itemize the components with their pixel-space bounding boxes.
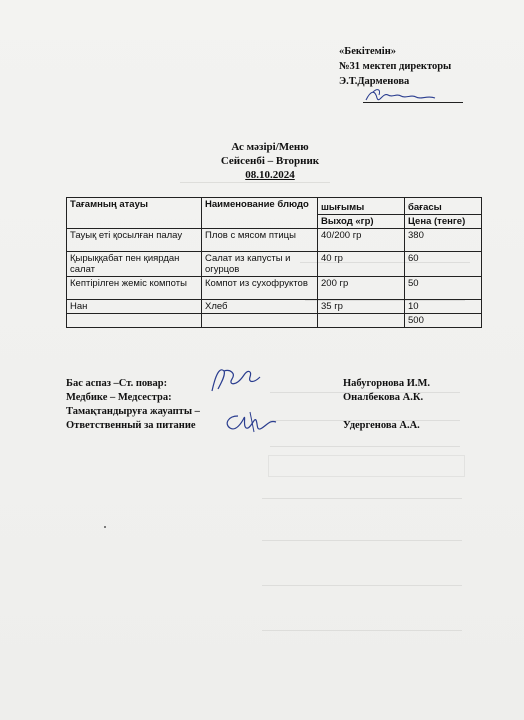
staff-role: Медбике – Медсестра:	[66, 392, 172, 403]
staff-role: Бас аспаз –Ст. повар:	[66, 378, 168, 389]
dish-price: 10	[405, 300, 482, 314]
approval-director: Э.Т.Дарменова	[339, 76, 410, 87]
approval-school: №31 мектеп директоры	[339, 61, 452, 72]
dish-name-kz: Қырыққабат пен қиярдан салат	[67, 252, 202, 277]
table-row	[67, 300, 482, 314]
bleed-through-line	[262, 498, 462, 499]
staff-block	[66, 377, 466, 433]
header-yield-ru: Выход «гр)	[318, 215, 405, 229]
dish-yield: 40/200 гр	[318, 229, 405, 252]
staff-name: Набугорнова И.М.	[343, 378, 431, 389]
bleed-through-line	[262, 630, 462, 631]
bleed-through-line	[262, 540, 462, 541]
table-total-row	[67, 314, 482, 328]
director-signature-icon	[363, 86, 443, 106]
cook-signature-icon	[206, 363, 266, 397]
dish-name-kz: Нан	[67, 300, 202, 314]
responsible-signature-icon	[220, 410, 280, 436]
speck	[104, 526, 106, 528]
header-name-ru: Наименование блюдо	[202, 198, 318, 229]
menu-table	[66, 197, 482, 328]
menu-title	[150, 140, 390, 182]
dish-name-ru: Хлеб	[202, 300, 318, 314]
total-empty-cell	[202, 314, 318, 328]
dish-name-ru: Салат из капусты и огурцов	[202, 252, 318, 277]
dish-price: 60	[405, 252, 482, 277]
dish-yield: 35 гр	[318, 300, 405, 314]
table-header-row	[67, 198, 482, 215]
dish-yield: 40 гр	[318, 252, 405, 277]
staff-role: Тамақтандыруға жауапты –	[66, 406, 200, 417]
bleed-through-line	[270, 446, 460, 447]
dish-price: 50	[405, 277, 482, 300]
approval-signature-line	[363, 102, 463, 103]
approval-block	[339, 44, 509, 89]
dish-name-kz: Кептірілген жеміс компоты	[67, 277, 202, 300]
header-name-kz: Тағамның атауы	[67, 198, 202, 229]
menu-day: Сейсенбі – Вторник	[220, 155, 320, 167]
dish-yield: 200 гр	[318, 277, 405, 300]
table-row	[67, 229, 482, 252]
staff-name: Оналбекова А.К.	[343, 392, 424, 403]
staff-row	[66, 377, 466, 391]
dish-name-ru: Плов с мясом птицы	[202, 229, 318, 252]
dish-name-kz: Тауық еті қосылған палау	[67, 229, 202, 252]
staff-name: Удергенова А.А.	[343, 420, 420, 431]
total-empty-cell	[67, 314, 202, 328]
header-yield-kz: шығымы	[318, 198, 405, 215]
menu-date: 08.10.2024	[245, 169, 295, 181]
menu-title-line: Ас мәзірі/Меню	[231, 141, 309, 153]
total-price: 500	[405, 314, 482, 328]
table-row	[67, 252, 482, 277]
approval-heading: «Бекітемін»	[339, 46, 397, 57]
staff-role: Ответственный за питание	[66, 420, 196, 431]
total-empty-cell	[318, 314, 405, 328]
bleed-through-line	[262, 585, 462, 586]
table-row	[67, 277, 482, 300]
header-price-ru: Цена (тенге)	[405, 215, 482, 229]
dish-name-ru: Компот из сухофруктов	[202, 277, 318, 300]
bleed-through-line	[180, 182, 330, 183]
staff-row	[66, 391, 466, 405]
header-price-kz: бағасы	[405, 198, 482, 215]
bleed-through-block	[268, 455, 465, 477]
dish-price: 380	[405, 229, 482, 252]
